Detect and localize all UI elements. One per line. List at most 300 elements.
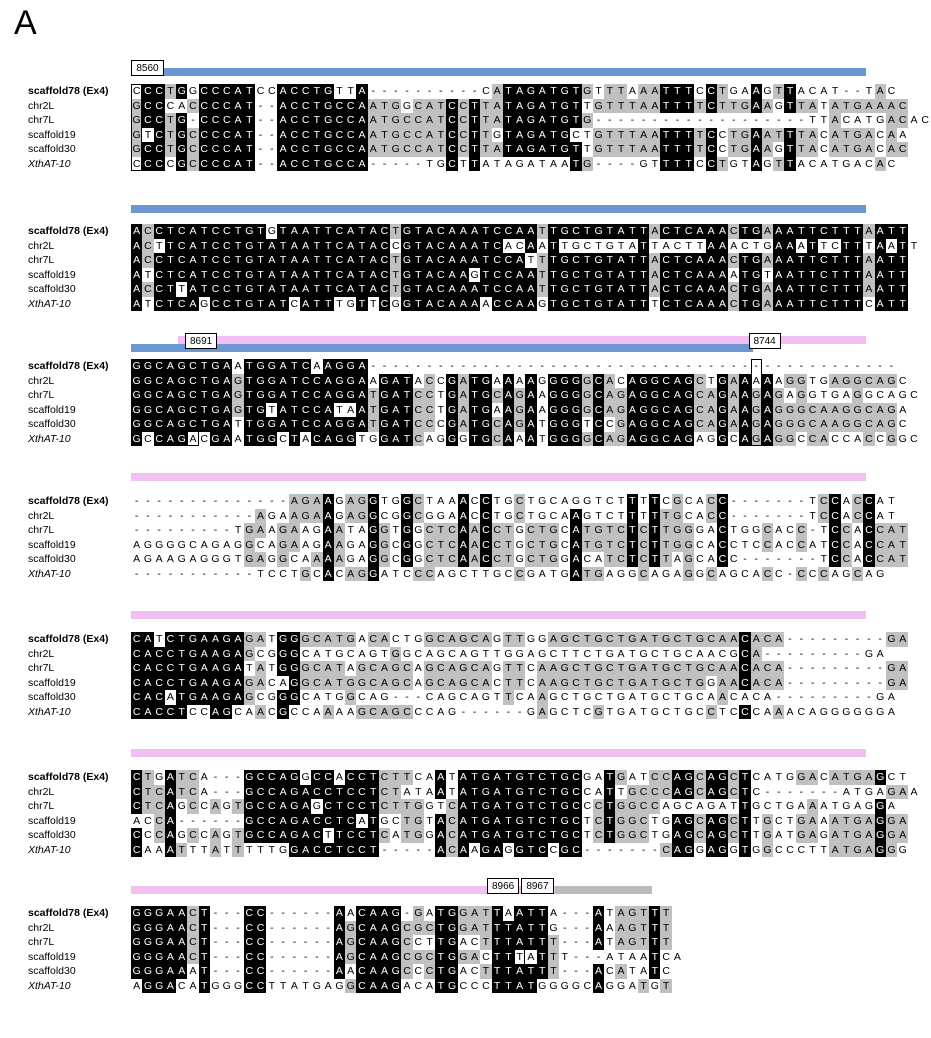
residue: G xyxy=(245,553,254,565)
residue: C xyxy=(324,771,332,783)
residue: - xyxy=(867,676,871,689)
residue: C xyxy=(774,567,783,580)
residue: A xyxy=(628,85,636,97)
residue: C xyxy=(662,785,670,798)
residue: C xyxy=(470,936,479,948)
residue: C xyxy=(583,979,592,992)
residue: T xyxy=(595,239,602,252)
residue: A xyxy=(277,814,288,829)
residue: A xyxy=(797,239,805,252)
residue: A xyxy=(875,99,886,114)
residue: A xyxy=(829,770,840,785)
residue: T xyxy=(165,128,176,143)
residue: A xyxy=(390,417,401,432)
residue: A xyxy=(706,268,717,283)
residue: G xyxy=(752,843,761,856)
residue: G xyxy=(335,979,344,992)
residue: G xyxy=(650,705,659,718)
residue: G xyxy=(267,418,276,430)
residue: - xyxy=(709,114,713,126)
residue: A xyxy=(142,705,153,720)
residue: A xyxy=(717,239,728,254)
residue: G xyxy=(605,979,614,992)
residue: A xyxy=(593,964,604,979)
residue: G xyxy=(346,691,355,703)
residue: A xyxy=(751,632,762,647)
residue: A xyxy=(854,553,862,565)
residue: C xyxy=(515,239,524,252)
residue: G xyxy=(391,907,400,919)
residue: G xyxy=(132,965,141,977)
residue: A xyxy=(593,935,604,950)
residue: - xyxy=(270,157,274,170)
residue: T xyxy=(649,552,660,567)
sequence-row xyxy=(131,906,672,921)
residue: G xyxy=(752,800,761,812)
residue: C xyxy=(797,538,806,551)
residue: C xyxy=(594,691,603,703)
residue: A xyxy=(492,843,503,858)
residue: A xyxy=(525,268,536,283)
residue: - xyxy=(225,495,229,507)
residue: G xyxy=(853,771,862,783)
residue: C xyxy=(403,921,411,934)
residue: A xyxy=(751,676,762,691)
residue: T xyxy=(604,828,615,843)
residue: G xyxy=(222,662,231,674)
residue: - xyxy=(247,509,252,522)
residue: A xyxy=(277,142,288,157)
residue: A xyxy=(876,495,884,507)
residue: C xyxy=(425,553,434,565)
residue: A xyxy=(165,374,176,389)
residue: T xyxy=(401,799,412,814)
residue: C xyxy=(425,965,434,977)
residue: C xyxy=(820,771,828,783)
residue: T xyxy=(401,374,412,389)
residue: T xyxy=(426,157,433,170)
residue: G xyxy=(594,283,603,295)
residue: G xyxy=(718,843,727,856)
residue: A xyxy=(493,374,501,387)
residue: G xyxy=(211,979,220,992)
residue: G xyxy=(876,771,885,783)
residue: C xyxy=(729,691,738,703)
residue: A xyxy=(356,388,367,403)
residue: - xyxy=(585,965,589,977)
residue: T xyxy=(629,965,636,977)
residue: - xyxy=(236,495,240,507)
residue: G xyxy=(526,85,536,97)
residue: G xyxy=(628,921,637,934)
sequence-name: chr7L xyxy=(28,800,55,812)
residue: G xyxy=(752,268,761,281)
residue: A xyxy=(458,388,469,403)
residue: G xyxy=(639,403,648,416)
residue: G xyxy=(560,979,569,992)
residue: G xyxy=(549,921,558,934)
residue: A xyxy=(492,142,503,157)
residue: G xyxy=(887,814,896,827)
residue: C xyxy=(718,143,727,155)
residue: G xyxy=(797,814,806,827)
residue: A xyxy=(368,99,379,114)
residue: G xyxy=(718,829,727,841)
residue: T xyxy=(199,268,210,283)
residue: T xyxy=(651,239,659,252)
residue: A xyxy=(762,253,773,268)
residue: G xyxy=(628,936,637,948)
residue: A xyxy=(773,676,784,691)
residue: G xyxy=(549,538,558,551)
residue: G xyxy=(616,418,626,430)
residue: A xyxy=(762,374,773,389)
residue: C xyxy=(594,814,603,827)
residue: A xyxy=(503,374,514,389)
residue: T xyxy=(604,297,615,312)
residue: T xyxy=(672,157,683,172)
residue: C xyxy=(448,814,456,827)
residue: A xyxy=(672,388,683,403)
residue: - xyxy=(743,509,747,522)
residue: C xyxy=(493,239,501,252)
residue: T xyxy=(435,552,446,567)
residue: G xyxy=(391,936,400,948)
residue: G xyxy=(887,633,896,645)
residue: A xyxy=(255,509,266,524)
residue: G xyxy=(774,432,783,445)
residue: C xyxy=(921,114,930,126)
sequence-name: chr2L xyxy=(28,374,55,387)
residue: G xyxy=(560,800,569,812)
residue: A xyxy=(426,771,434,783)
residue: C xyxy=(865,418,873,430)
residue: C xyxy=(380,785,389,798)
residue: C xyxy=(448,114,456,126)
residue: T xyxy=(268,662,276,674)
residue: T xyxy=(852,297,863,312)
residue: - xyxy=(754,114,758,126)
residue: A xyxy=(345,509,356,524)
residue: A xyxy=(232,113,243,128)
residue: T xyxy=(246,843,253,856)
residue: A xyxy=(773,224,784,239)
residue: G xyxy=(301,509,310,522)
residue: G xyxy=(222,676,231,689)
residue: T xyxy=(503,935,514,950)
residue: T xyxy=(368,403,379,418)
residue: C xyxy=(144,114,152,126)
residue: T xyxy=(886,282,897,297)
residue: A xyxy=(527,691,535,703)
residue: T xyxy=(910,239,918,252)
residue: C xyxy=(222,268,231,281)
residue: G xyxy=(290,785,299,798)
residue: G xyxy=(583,509,592,522)
residue: G xyxy=(594,99,603,112)
residue: A xyxy=(255,523,266,538)
residue: C xyxy=(876,143,884,155)
residue: C xyxy=(718,495,727,507)
residue: T xyxy=(199,374,210,389)
residue: C xyxy=(696,85,704,97)
residue: A xyxy=(628,950,636,963)
residue: G xyxy=(571,495,581,507)
residue: G xyxy=(549,374,558,387)
residue: C xyxy=(301,374,310,387)
residue: A xyxy=(390,374,401,389)
residue: - xyxy=(777,360,781,372)
residue: G xyxy=(414,524,423,536)
residue: T xyxy=(739,268,750,283)
residue: T xyxy=(356,253,367,268)
residue: G xyxy=(380,691,389,703)
residue: G xyxy=(369,647,378,660)
residue: C xyxy=(673,633,682,645)
residue: A xyxy=(426,647,434,660)
residue: A xyxy=(277,785,288,800)
residue: A xyxy=(863,142,874,157)
residue: C xyxy=(380,239,389,252)
residue: - xyxy=(326,950,330,963)
residue: G xyxy=(684,553,693,565)
residue: T xyxy=(683,128,694,143)
residue: A xyxy=(480,661,491,676)
residue: G xyxy=(369,538,378,551)
residue: T xyxy=(199,403,210,418)
residue: T xyxy=(537,964,548,979)
residue: A xyxy=(334,921,345,936)
sequence-name: scaffold19 xyxy=(28,950,76,963)
residue: C xyxy=(583,553,592,565)
residue: - xyxy=(822,691,826,703)
residue: A xyxy=(379,921,390,936)
residue: A xyxy=(358,553,366,565)
sequence-name: XthAT-10 xyxy=(28,705,71,718)
residue: T xyxy=(640,495,647,507)
residue: T xyxy=(268,843,276,856)
residue: A xyxy=(323,388,334,403)
residue: T xyxy=(336,297,343,310)
residue: G xyxy=(752,418,761,430)
residue: C xyxy=(707,495,715,507)
residue: A xyxy=(289,494,300,509)
residue: G xyxy=(346,538,355,551)
residue: C xyxy=(425,538,434,551)
residue: C xyxy=(358,843,366,856)
residue: C xyxy=(583,705,592,718)
residue: G xyxy=(324,143,333,155)
residue: T xyxy=(189,843,197,856)
residue: C xyxy=(290,157,299,170)
residue: G xyxy=(616,567,626,580)
residue: T xyxy=(829,282,840,297)
residue: G xyxy=(571,374,581,387)
residue: G xyxy=(583,771,592,783)
residue: C xyxy=(887,771,896,783)
residue: A xyxy=(807,799,818,814)
residue: T xyxy=(672,224,683,239)
residue: A xyxy=(358,538,366,551)
residue: C xyxy=(605,495,614,507)
residue: A xyxy=(323,552,334,567)
residue: A xyxy=(773,282,784,297)
residue: G xyxy=(279,538,288,551)
sequence-row xyxy=(131,538,908,553)
residue: G xyxy=(380,814,389,827)
residue: - xyxy=(844,662,849,674)
residue: T xyxy=(627,297,638,312)
residue: T xyxy=(525,964,536,979)
residue: - xyxy=(596,114,601,126)
residue: C xyxy=(651,771,659,783)
residue: C xyxy=(380,297,389,310)
residue: T xyxy=(155,239,163,252)
residue: C xyxy=(358,691,366,703)
residue: C xyxy=(132,662,141,674)
residue: - xyxy=(225,785,229,798)
residue: C xyxy=(459,99,468,112)
residue: G xyxy=(324,128,333,141)
residue: C xyxy=(301,114,310,126)
residue: - xyxy=(788,567,792,580)
residue: - xyxy=(754,360,758,372)
residue: C xyxy=(177,979,186,992)
sequence-name: XthAT-10 xyxy=(28,432,71,445)
residue: A xyxy=(165,814,176,829)
residue: A xyxy=(696,495,704,507)
residue: A xyxy=(414,662,422,674)
residue: A xyxy=(707,553,715,565)
residue: A xyxy=(356,142,367,157)
residue: G xyxy=(695,843,704,856)
sequence-name: chr7L xyxy=(28,114,55,126)
residue: T xyxy=(480,128,491,143)
residue: C xyxy=(729,432,738,445)
residue: G xyxy=(876,705,885,718)
residue: A xyxy=(638,676,649,691)
residue: A xyxy=(426,785,434,798)
residue: - xyxy=(754,495,758,507)
residue: G xyxy=(380,524,389,536)
residue: G xyxy=(560,553,569,565)
residue: C xyxy=(831,553,839,565)
residue: T xyxy=(381,647,388,660)
residue: - xyxy=(247,567,252,580)
residue: C xyxy=(482,85,490,97)
residue: - xyxy=(213,907,218,919)
residue: C xyxy=(144,225,152,237)
residue: T xyxy=(358,432,366,445)
residue: G xyxy=(650,691,659,703)
residue: C xyxy=(189,785,197,798)
residue: - xyxy=(213,567,218,580)
residue: C xyxy=(414,143,423,155)
residue: G xyxy=(684,691,693,703)
residue: C xyxy=(290,297,299,310)
residue: A xyxy=(514,935,525,950)
residue: C xyxy=(346,128,355,141)
residue: - xyxy=(270,965,274,977)
residue: A xyxy=(525,224,536,239)
residue: - xyxy=(641,114,646,126)
residue: T xyxy=(773,157,784,172)
residue: C xyxy=(189,360,197,372)
residue: T xyxy=(514,632,525,647)
residue: C xyxy=(527,524,535,536)
residue: C xyxy=(482,538,490,551)
residue: G xyxy=(188,691,198,703)
residue: A xyxy=(290,979,298,992)
residue: - xyxy=(799,114,804,126)
residue: A xyxy=(649,84,660,99)
residue: T xyxy=(199,935,210,950)
residue: G xyxy=(560,567,569,580)
sequence-name: chr7L xyxy=(28,254,55,266)
residue: T xyxy=(672,99,683,114)
residue: C xyxy=(470,662,479,674)
residue: C xyxy=(358,965,366,977)
residue: T xyxy=(739,253,750,268)
residue: T xyxy=(435,921,446,936)
residue: C xyxy=(144,254,152,266)
residue: C xyxy=(200,829,209,841)
residue: T xyxy=(694,142,705,157)
residue: C xyxy=(898,114,907,126)
residue: A xyxy=(525,239,536,254)
residue: T xyxy=(570,99,581,114)
residue: G xyxy=(132,950,141,963)
residue: G xyxy=(684,418,693,430)
residue: A xyxy=(232,647,243,662)
residue: T xyxy=(480,268,491,283)
residue: - xyxy=(822,633,826,645)
residue: C xyxy=(234,705,242,718)
residue: - xyxy=(731,509,736,522)
residue: G xyxy=(436,157,445,170)
residue: G xyxy=(132,114,141,126)
residue: G xyxy=(357,705,367,718)
residue: - xyxy=(213,936,218,948)
residue: C xyxy=(425,567,434,580)
residue: T xyxy=(841,99,852,114)
residue: A xyxy=(165,785,176,800)
residue: C xyxy=(718,538,727,551)
sequence-row xyxy=(131,224,908,239)
residue: C xyxy=(155,268,163,281)
residue: T xyxy=(672,282,683,297)
residue: G xyxy=(842,374,851,387)
residue: A xyxy=(210,705,221,720)
residue: T xyxy=(469,814,480,829)
residue: C xyxy=(437,374,445,387)
residue: A xyxy=(615,224,626,239)
residue: C xyxy=(211,283,220,295)
residue: C xyxy=(380,771,389,783)
residue: G xyxy=(560,85,569,97)
residue: G xyxy=(447,418,457,430)
residue: G xyxy=(402,225,412,237)
residue: A xyxy=(762,282,773,297)
residue: G xyxy=(279,524,288,536)
residue: G xyxy=(797,403,806,416)
residue: - xyxy=(810,691,815,703)
residue: A xyxy=(458,253,469,268)
residue: G xyxy=(673,509,682,522)
residue: G xyxy=(177,389,186,401)
residue: C xyxy=(301,143,310,155)
residue: - xyxy=(855,676,860,689)
